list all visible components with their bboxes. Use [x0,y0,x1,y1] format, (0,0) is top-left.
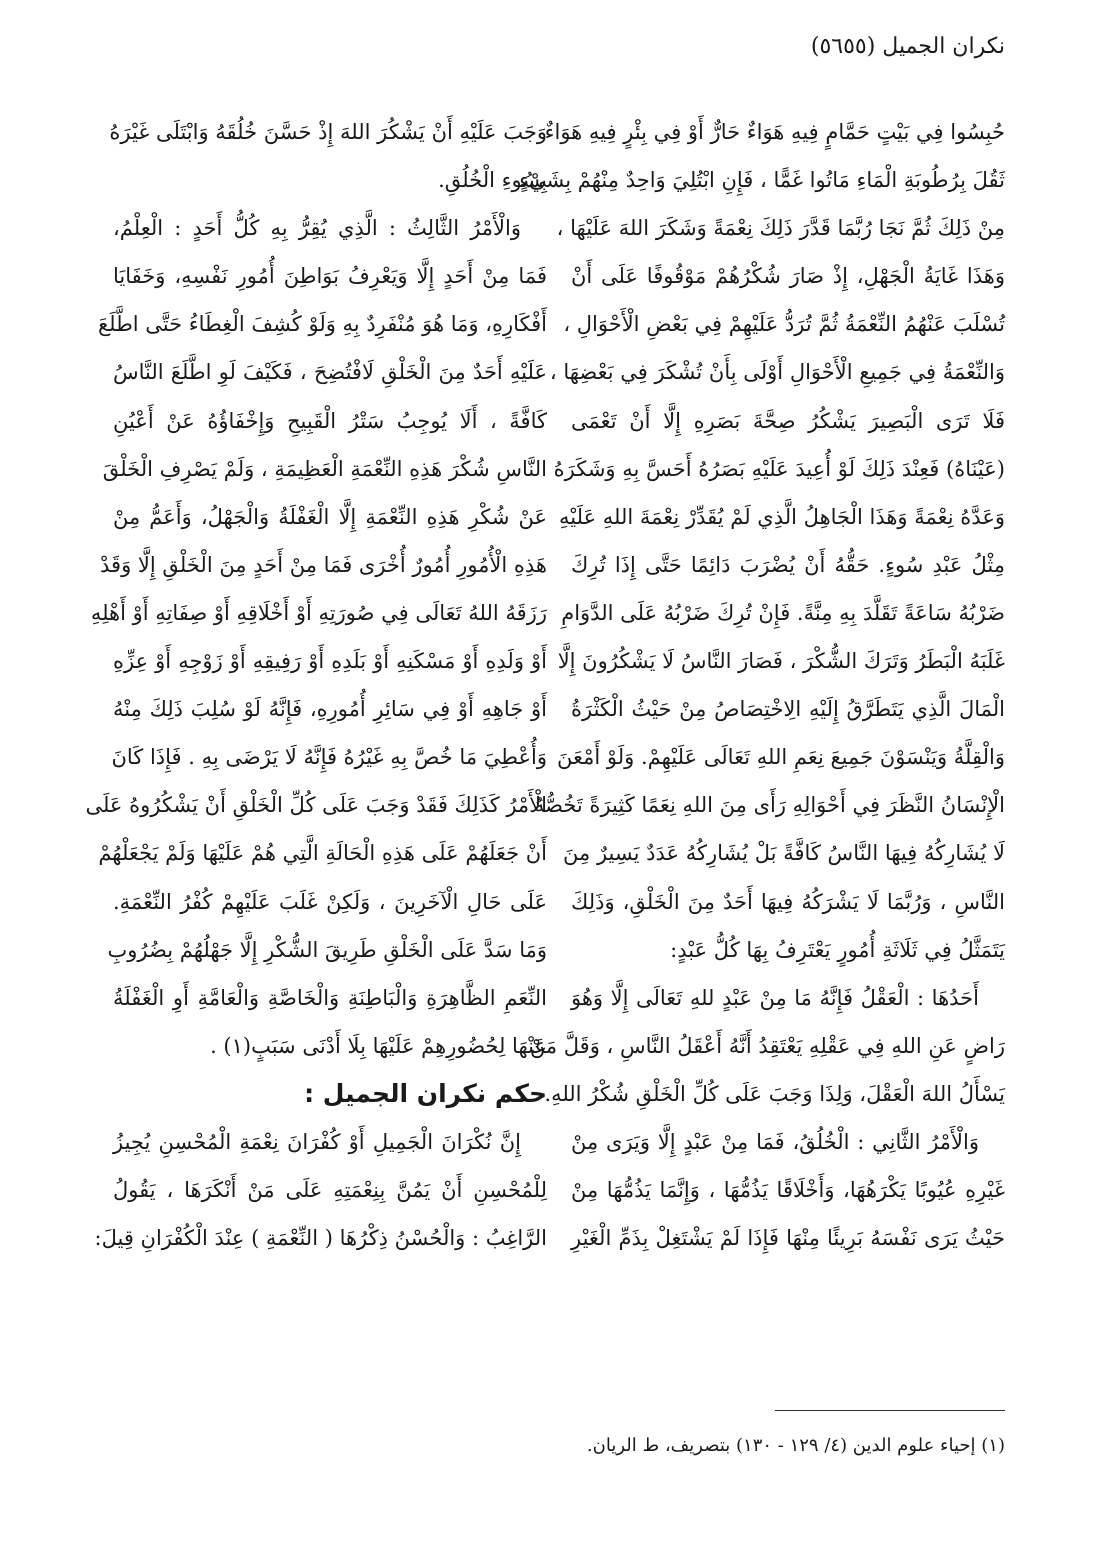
text-line: إِنَّ نُكْرَانَ الْجَمِيلِ أَوْ كُفْرَانَ نِعْمَةِ الْمُحْسِنِ يُجِيزُ [113,1129,521,1154]
text-line: فَمَا مِنْ أَحَدٍ إِلَّا وَيَعْرِفُ بَوَاطِنَ أُمُورِ نَفْسِهِ، وَخَفَايَا [113,264,547,289]
text-line: عَلَى حَالِ الْآخَرِينَ ، وَلَكِنْ غَلَبَ عَلَيْهِمْ كُفْرُ النِّعْمَةِ. [113,889,547,914]
text-line: الرَّاغِبُ : وَالْحُسْنُ ذِكْرُهَا ( النِّعْمَةِ ) عِنْدَ الْكُفْرَانِ قِيلَ: [94,1226,547,1251]
text-line: وَهَذَا غَايَةُ الْجَهْلِ، إِذْ صَارَ شُكْرُهُمْ مَوْقُوفًا عَلَى أَنْ [571,264,1005,289]
text-line: أَنْ جَعَلَهُمْ عَلَى هَذِهِ الْحَالَةِ الَّتِي هُمْ عَلَيْهَا وَلَمْ يَجْعَلْهُمْ [98,841,547,866]
text-line: لَا يُشَارِكُهُ فِيهَا النَّاسُ كَافَّةً بَلْ يُشَارِكُهُ عَدَدٌ يَسِيرٌ مِنَ [563,841,1005,866]
text-line: رَاضٍ عَنِ اللهِ فِي عَقْلِهِ يَعْتَقِدُ أَنَّهُ أَعْقَلُ النَّاسِ ، وَقَلَّ مَنْ [529,1033,1005,1058]
text-line: وَمَا سَدَّ عَلَى الْخَلْقِ طَرِيقَ الشُّكْرِ إِلَّا جَهْلُهُمْ بِضُرُوبِ [107,937,547,962]
text-line: النَّاسِ ، وَرُبَّمَا لَا يَشْرَكُهُ فِيهَا أَحَدٌ مِنَ الْخَلْقِ، وَذَلِكَ [571,889,1005,914]
text-line: مِنْ ذَلِكَ ثُمَّ نَجَا رُبَّمَا قَدَّرَ ذَلِكَ نِعْمَةً وَشَكَرَ اللهَ عَلَيْهَا ، [556,216,1005,241]
text-line: وَأُعْطِيَ مَا خُصَّ بِهِ غَيْرُهُ فَإِنَّهُ لَا يَرْضَى بِهِ . فَإِذَا كَانَ [111,745,547,770]
text-line: تُسْلَبَ عَنْهُمُ النِّعْمَةُ ثُمَّ تُرَدُّ عَلَيْهِمْ فِي بَعْضِ الْأَحْوَالِ ، [563,312,1005,337]
text-line: الْمَالَ الَّذِي يَتَطَرَّقُ إِلَيْهِ الِاخْتِصَاصُ مِنْ حَيْثُ الْكَثْرَةُ [571,697,1005,722]
text-line: ثَقُلَ بِرُطُوبَةِ الْمَاءِ مَاتُوا غَمًّا ، فَإِنِ ابْتُلِيَ وَاحِدٌ مِنْهُمْ بِشَيْءٍ [519,168,1005,193]
text-line: وَعَدَّهُ نِعْمَةً وَهَذَا الْجَاهِلُ الَّذِي لَمْ يُقَدِّرْ نِعْمَةَ اللهِ عَلَيْهِ [559,504,1005,529]
left-column [85,108,547,1262]
footnote-divider [775,1410,1005,1411]
text-line: النَّاسِ شُكْرَ هَذِهِ النِّعْمَةِ الْعَظِيمَةِ ، وَلَمْ يَصْرِفِ الْخَلْقَ [102,456,547,481]
text-line: وَالْقِلَّةُ وَيَنْسَوْنَ جَمِيعَ نِعَمِ اللهِ تَعَالَى عَلَيْهِمْ. وَلَوْ أَمْعَنَ [557,745,1005,770]
text-line: رَزَقَهُ اللهُ تَعَالَى فِي صُورَتِهِ أَوْ أَخْلَاقِهِ أَوْ صِفَاتِهِ أَوْ أَهْلِهِ [90,600,547,625]
text-line: أَوْ جَاهِهِ أَوْ فِي سَائِرِ أُمُورِهِ، فَإِنَّهُ لَوْ سُلِبَ ذَلِكَ مِنْهُ [113,697,547,722]
text-line: بِسُوءِ الْخُلُقِ. [438,168,547,193]
text-line: فَلَا تَرَى الْبَصِيرَ يَشْكُرُ صِحَّةَ بَصَرِهِ إِلَّا أَنْ تَعْمَى [571,408,1005,433]
text-line: وَالنِّعْمَةُ فِي جَمِيعِ الْأَحْوَالِ أَوْلَى بِأَنْ تُشْكَرَ فِي بَعْضِهَا ، [549,360,1005,385]
text-line: عَلَيْهِ أَحَدٌ مِنَ الْخَلْقِ لَافْتُضِحَ ، فَكَيْفَ لَوِ اطَّلَعَ النَّاسُ [113,360,547,385]
text-line: الْأَمْرُ كَذَلِكَ فَقَدْ وَجَبَ عَلَى كُلِّ الْخَلْقِ أَنْ يَشْكُرُوهُ عَلَى [85,793,547,818]
text-line: حُبِسُوا فِي بَيْتٍ حَمَّامٍ فِيهِ هَوَاءٌ حَارٌّ أَوْ فِي بِئْرٍ فِيهِ هَوَاءٌ [544,120,1005,144]
text-line: عَنْ شُكْرِ هَذِهِ النِّعْمَةِ إِلَّا الْغَفْلَةُ وَالْجَهْلُ، وَأَعَمُّ مِنْ [113,504,547,529]
text-line: غَلَبَهُ الْبَطَرُ وَتَرَكَ الشُّكْرَ ، فَصَارَ النَّاسُ لَا يَشْكُرُونَ إِلَّا [557,649,1005,674]
text-line: النِّعَمِ الظَّاهِرَةِ وَالْبَاطِنَةِ وَالْخَاصَّةِ وَالْعَامَّةِ أَوِ الْغَفْلَةُ [113,985,547,1010]
text-line: عَنْهَا لِحُضُورِهِمْ عَلَيْهَا بِلَا أَدْنَى سَبَبٍ(١) . [210,1033,547,1058]
text-line: أَحَدُهَا : الْعَقْلُ فَإِنَّهُ مَا مِنْ عَبْدٍ للهِ تَعَالَى إِلَّا وَهُوَ [571,985,979,1010]
footnote: (١) إحياء علوم الدين (٤/ ١٢٩ - ١٣٠) بتصريف، ط الريان. [586,1435,1005,1456]
text-line: الْإِنْسَانُ النَّظَرَ فِي أَحْوَالِهِ رَأَى مِنَ اللهِ نِعَمًا كَثِيرَةً تَخُصُّهُ [533,793,1005,818]
text-line: يَسْأَلُ اللهَ الْعَقْلَ، وَلِذَا وَجَبَ عَلَى كُلِّ الْخَلْقِ شُكْرُ اللهِ. [544,1081,1005,1106]
running-header: نكران الجميل (٥٦٥٥) [810,34,1005,59]
text-line: كَافَّةً ، أَلَا يُوجِبُ سَتْرُ الْقَبِيحِ وَإِخْفَاؤُهُ عَنْ أَعْيُنِ [113,408,547,433]
text-line: مِثْلُ عَبْدِ سُوءٍ. حَقُّهُ أَنْ يُضْرَبَ دَائِمًا حَتَّى إِذَا تُرِكَ [571,552,1005,577]
text-line: أَفْكَارِهِ، وَمَا هُوَ مُنْفَرِدٌ بِهِ وَلَوْ كُشِفَ الْغِطَاءُ حَتَّى اطَّلَعَ [97,312,547,337]
text-line: هَذِهِ الْأُمُورِ أُمُورٌ أُخْرَى فَمَا مِنْ أَحَدٍ مِنَ الْخَلْقِ إِلَّا وَقَدْ [100,552,547,577]
text-line: وَجَبَ عَلَيْهِ أَنْ يَشْكُرَ اللهَ إِذْ حَسَّنَ خُلُقَهُ وَابْتَلَى غَيْرَهُ [109,120,547,144]
text-line: وَالْأَمْرُ الثَّانِي : الْخُلُقُ، فَمَا مِنْ عَبْدٍ إِلَّا وَيَرَى مِنْ [571,1129,979,1154]
text-line: ضَرْبُهُ سَاعَةً تَقَلَّدَ بِهِ مِنَّةً. فَإِنْ تُرِكَ ضَرْبُهُ عَلَى الدَّوَامِ [561,600,1005,625]
text-line: (عَيْنَاهُ) فَعِنْدَ ذَلِكَ لَوْ أُعِيدَ عَلَيْهِ بَصَرُهُ أَحَسَّ بِهِ وَشَكَرَهُ [553,456,1005,481]
text-line: يَتَمَثَّلُ فِي ثَلَاثَةِ أُمُورٍ يَعْتَرِفُ بِهَا كُلُّ عَبْدٍ: [670,937,1005,962]
text-line: لِلْمُحْسِنِ أَنْ يَمُنَّ بِنِعْمَتِهِ عَلَى مَنْ أَنْكَرَهَا ، يَقُولُ [113,1178,547,1203]
text-line: أَوْ وَلَدِهِ أَوْ مَسْكَنِهِ أَوْ بَلَدِهِ أَوْ رَفِيقِهِ أَوْ زَوْجِهِ أَوْ عِزِّهِ [113,649,547,674]
text-line: غَيْرِهِ عُيُوبًا يَكْرَهُهَا، وَأَخْلَاقًا يَذُمُّهَا ، وَإِنَّمَا يَذُمُّهَا مِنْ [571,1178,1005,1203]
text-line: حَيْثُ يَرَى نَفْسَهُ بَرِيئًا مِنْهَا فَإِذَا لَمْ يَشْتَغِلْ بِذَمِّ الْغَيْرِ [571,1226,1005,1251]
right-column [519,108,1005,1262]
text-line: وَالْأَمْرُ الثَّالِثُ : الَّذِي يُقِرُّ بِهِ كُلُّ أَحَدٍ : الْعِلْمُ، [113,216,521,241]
section-heading: حكم نكران الجميل : [304,1078,547,1108]
